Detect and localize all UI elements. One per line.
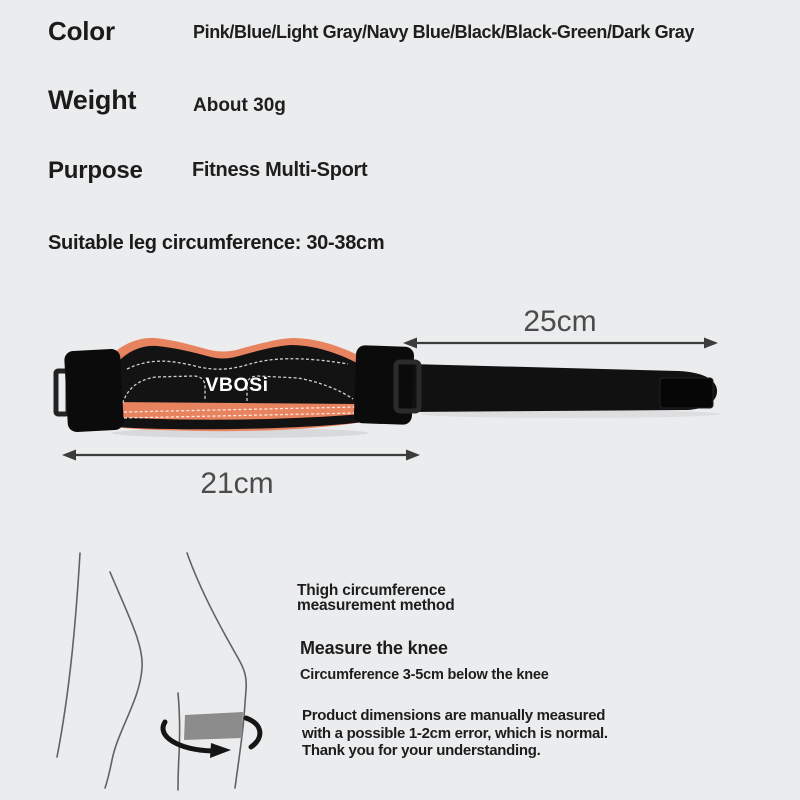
dimension-label-21cm: 21cm bbox=[200, 467, 274, 500]
suitable-circumference-line: Suitable leg circumference: 30-38cm bbox=[48, 232, 385, 254]
arrowhead-right-icon bbox=[406, 450, 420, 461]
product-photo bbox=[0, 290, 800, 520]
measurement-band bbox=[184, 712, 243, 740]
brand-logo: VBOSi bbox=[205, 374, 269, 396]
guide-heading-line1: Thigh circumference bbox=[297, 582, 446, 599]
spec-value-color: Pink/Blue/Light Gray/Navy Blue/Black/Black-Green/Dark Gray bbox=[193, 22, 695, 42]
left-velcro-tab bbox=[64, 349, 124, 433]
velcro-hook-patch bbox=[660, 378, 713, 408]
guide-note-line2: with a possible 1-2cm error, which is normal. bbox=[302, 724, 608, 742]
spec-label-color: Color bbox=[48, 16, 115, 46]
guide-note bbox=[302, 707, 608, 760]
guide-heading bbox=[297, 583, 454, 613]
arrowhead-right-icon bbox=[704, 338, 718, 349]
spec-value-weight: About 30g bbox=[193, 95, 286, 116]
guide-note-line3: Thank you for your understanding. bbox=[302, 742, 541, 759]
knee-measurement-illustration bbox=[30, 540, 290, 800]
knee-pad bbox=[113, 338, 363, 431]
velcro-strap bbox=[410, 364, 717, 412]
guide-heading-line2: measurement method bbox=[297, 597, 455, 614]
guide-note-line1: Product dimensions are manually measured bbox=[302, 707, 606, 724]
guide-subheading: Measure the knee bbox=[300, 638, 448, 658]
spec-label-weight: Weight bbox=[48, 85, 137, 115]
guide-instruction: Circumference 3-5cm below the knee bbox=[300, 667, 549, 683]
arrowhead-left-icon bbox=[62, 450, 76, 461]
dimension-arrow-21cm bbox=[62, 450, 420, 501]
dimension-label-25cm: 25cm bbox=[523, 305, 597, 338]
spec-value-purpose: Fitness Multi-Sport bbox=[192, 159, 368, 181]
spec-label-purpose: Purpose bbox=[48, 157, 143, 184]
dimension-arrow-25cm bbox=[403, 305, 718, 349]
